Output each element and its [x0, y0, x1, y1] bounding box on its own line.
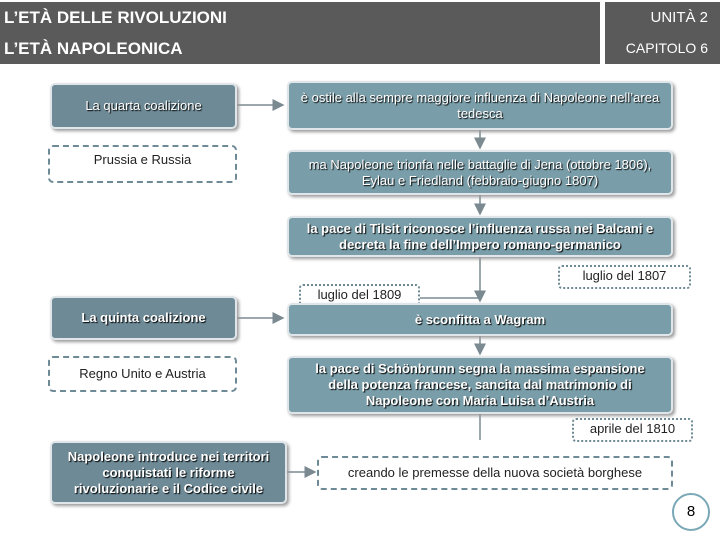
- tilsit-box: la pace di Tilsit riconosce l’influenza russa nei Balcani e decreta la fine dell’Impero romano-germanico: [287, 216, 673, 257]
- quarta-coalizione-box: La quarta coalizione: [50, 83, 237, 129]
- quinta-members-box: Regno Unito e Austria: [48, 356, 237, 392]
- date-schonbrunn: aprile del 1810: [572, 418, 693, 442]
- trionfa-box: ma Napoleone trionfa nelle battaglie di Jena (ottobre 1806), Eylau e Friedland (febbraio-giugno 1807): [287, 150, 673, 195]
- page-number: 8: [672, 493, 710, 531]
- line-tilsit-date: [420, 257, 480, 298]
- date-tilsit: luglio del 1807: [558, 265, 691, 289]
- borghese-box: creando le premesse della nuova società borghese: [317, 456, 673, 490]
- wagram-box: è sconfitta a Wagram: [287, 303, 673, 336]
- header-chapter: CAPITOLO 6: [605, 33, 720, 64]
- header-unit: UNITÀ 2: [605, 2, 720, 33]
- header-title-1: L’ETÀ DELLE RIVOLUZIONI: [0, 2, 600, 33]
- quarta-members-box: Prussia e Russia: [48, 145, 237, 183]
- riforme-box: Napoleone introduce nei territori conquistati le riforme rivoluzionarie e il Codice civile: [50, 441, 287, 504]
- ostile-box: è ostile alla sempre maggiore influenza di Napoleone nell’area tedesca: [287, 81, 673, 130]
- date-wagram: luglio del 1809: [299, 284, 420, 308]
- header-title-2: L’ETÀ NAPOLEONICA: [0, 33, 600, 64]
- schonbrunn-box: la pace di Schönbrunn segna la massima espansione della potenza francese, sancita dal matrimonio di Napoleone con Maria Luisa d’Austria: [287, 356, 673, 414]
- quinta-coalizione-box: La quinta coalizione: [50, 296, 237, 340]
